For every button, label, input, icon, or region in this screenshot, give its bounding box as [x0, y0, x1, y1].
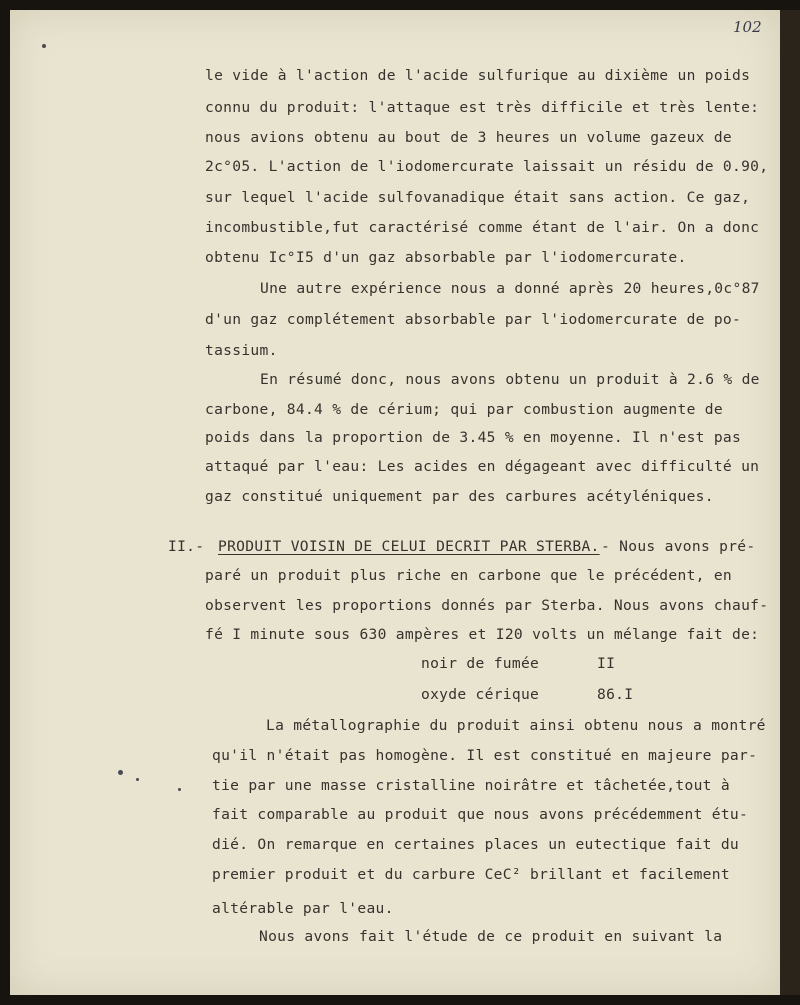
text-line: Nous avons fait l'étude de ce produit en suivant la	[259, 928, 723, 945]
mixture-amount: II	[597, 655, 616, 672]
mixture-amount: 86.I	[597, 686, 634, 703]
text-line: nous avions obtenu au bout de 3 heures un volume gazeux de	[205, 129, 732, 146]
text-line: tie par une masse cristalline noirâtre et tâchetée,tout à	[212, 777, 730, 794]
mixture-component: oxyde cérique	[421, 686, 540, 703]
text-line: altérable par l'eau.	[212, 900, 394, 917]
text-line: Une autre expérience nous a donné après 20 heures,0c°87	[260, 280, 760, 297]
text-line: d'un gaz complétement absorbable par l'iodomercurate de po-	[205, 311, 742, 328]
page-number: 102	[733, 18, 762, 36]
text-line: gaz constitué uniquement par des carbures acétyléniques.	[205, 488, 714, 505]
section-number: II.-	[168, 538, 205, 555]
text-line: sur lequel l'acide sulfovanadique était sans action. Ce gaz,	[205, 189, 751, 206]
ink-speck	[118, 770, 123, 775]
text-line: fait comparable au produit que nous avons précédemment étu-	[212, 806, 749, 823]
page-edge-shadow	[780, 10, 800, 995]
section-heading: PRODUIT VOISIN DE CELUI DECRIT PAR STERBA.	[218, 538, 600, 555]
text-line: qu'il n'était pas homogène. Il est constitué en majeure par-	[212, 747, 758, 764]
text-line: attaqué par l'eau: Les acides en dégageant avec difficulté un	[205, 458, 760, 475]
text-line: fé I minute sous 630 ampères et I20 volts un mélange fait de:	[205, 626, 760, 643]
text-line: observent les proportions donnés par Sterba. Nous avons chauf-	[205, 597, 769, 614]
text-line: poids dans la proportion de 3.45 % en moyenne. Il n'est pas	[205, 429, 742, 446]
ink-speck	[178, 788, 181, 791]
text-line: le vide à l'action de l'acide sulfurique au dixième un poids	[205, 67, 751, 84]
text-line: En résumé donc, nous avons obtenu un produit à 2.6 % de	[260, 371, 760, 388]
text-line: La métallographie du produit ainsi obtenu nous a montré	[266, 717, 766, 734]
ink-speck	[136, 778, 139, 781]
text-line: dié. On remarque en certaines places un eutectique fait du	[212, 836, 739, 853]
ink-speck	[42, 44, 46, 48]
text-line: connu du produit: l'attaque est très difficile et très lente:	[205, 99, 760, 116]
mixture-component: noir de fumée	[421, 655, 540, 672]
text-line: paré un produit plus riche en carbone que le précédent, en	[205, 567, 732, 584]
text-line: 2c°05. L'action de l'iodomercurate laissait un résidu de 0.90,	[205, 158, 769, 175]
text-line: obtenu Ic°I5 d'un gaz absorbable par l'iodomercurate.	[205, 249, 687, 266]
text-line: incombustible,fut caractérisé comme étant de l'air. On a donc	[205, 219, 760, 236]
text-line: tassium.	[205, 342, 278, 359]
text-line: - Nous avons pré-	[601, 538, 756, 555]
text-line: carbone, 84.4 % de cérium; qui par combustion augmente de	[205, 401, 723, 418]
text-line: premier produit et du carbure CeC² brillant et facilement	[212, 866, 730, 883]
